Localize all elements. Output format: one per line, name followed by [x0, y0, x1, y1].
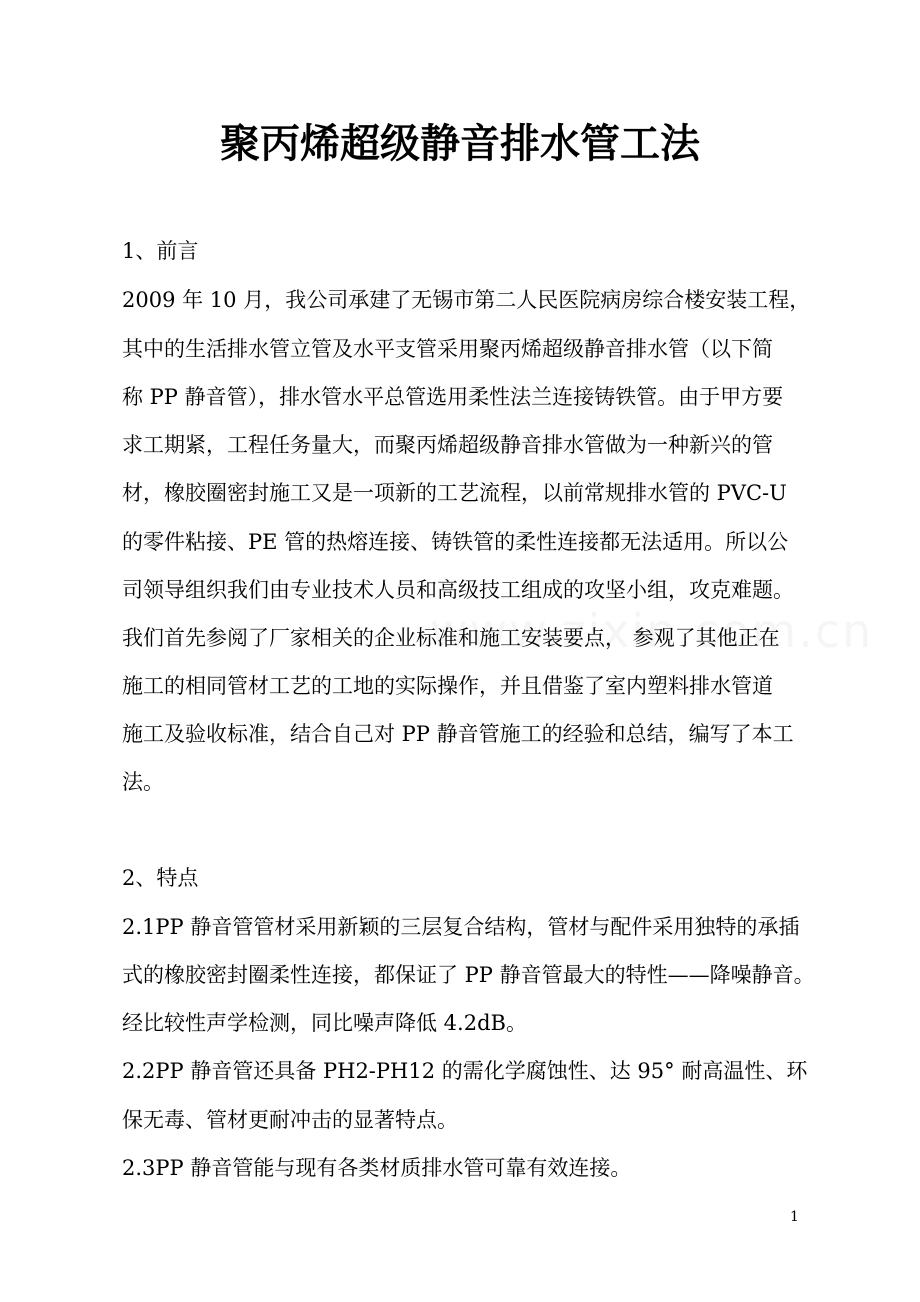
- section-2-line: 保无毒、管材更耐冲击的显著特点。: [122, 1108, 458, 1132]
- section-1-line: 法。: [122, 770, 164, 794]
- section-1-line: 我们首先参阅了厂家相关的企业标准和施工安装要点， 参观了其他正在: [122, 626, 780, 650]
- section-2-line: 2.3PP 静音管能与现有各类材质排水管可靠有效连接。: [122, 1156, 632, 1180]
- section-2-heading: 2、特点: [122, 866, 199, 890]
- page-number: 1: [790, 1209, 799, 1225]
- section-2-line: 2.2PP 静音管还具备 PH2-PH12 的需化学腐蚀性、达 95° 耐高温性、环: [122, 1059, 808, 1083]
- section-2-line: 2.1PP 静音管管材采用新颖的三层复合结构，管材与配件采用独特的承插: [122, 915, 800, 939]
- section-2-line: 经比较性声学检测，同比噪声降低 4.2dB。: [122, 1011, 527, 1035]
- section-2-line: 式的橡胶密封圈柔性连接，都保证了 PP 静音管最大的特性——降噪静音。: [122, 963, 815, 987]
- section-1-line: 施工及验收标准，结合自己对 PP 静音管施工的经验和总结，编写了本工: [122, 722, 794, 746]
- document-title: 聚丙烯超级静音排水管工法: [220, 120, 700, 167]
- section-1-line: 司领导组织我们由专业技术人员和高级技工组成的攻坚小组，攻克难题。: [122, 578, 794, 602]
- section-1-line: 2009 年 10 月，我公司承建了无锡市第二人民医院病房综合楼安装工程，: [122, 288, 811, 312]
- section-1-line: 材，橡胶圈密封施工又是一项新的工艺流程，以前常规排水管的 PVC-U: [122, 481, 787, 505]
- watermark: [430, 604, 873, 658]
- section-1-line: 的零件粘接、PE 管的热熔连接、铸铁管的柔性连接都无法适用。所以公: [122, 530, 789, 554]
- section-1-line: 施工的相同管材工艺的工地的实际操作，并且借鉴了室内塑料排水管道: [122, 674, 773, 698]
- section-1-line: 称 PP 静音管），排水管水平总管选用柔性法兰连接铸铁管。由于甲方要: [122, 385, 784, 409]
- section-1-line: 求工期紧，工程任务量大，而聚丙烯超级静音排水管做为一种新兴的管: [122, 433, 773, 457]
- section-1-line: 其中的生活排水管立管及水平支管采用聚丙烯超级静音排水管（以下简: [122, 337, 773, 361]
- section-1-heading: 1、前言: [122, 239, 199, 263]
